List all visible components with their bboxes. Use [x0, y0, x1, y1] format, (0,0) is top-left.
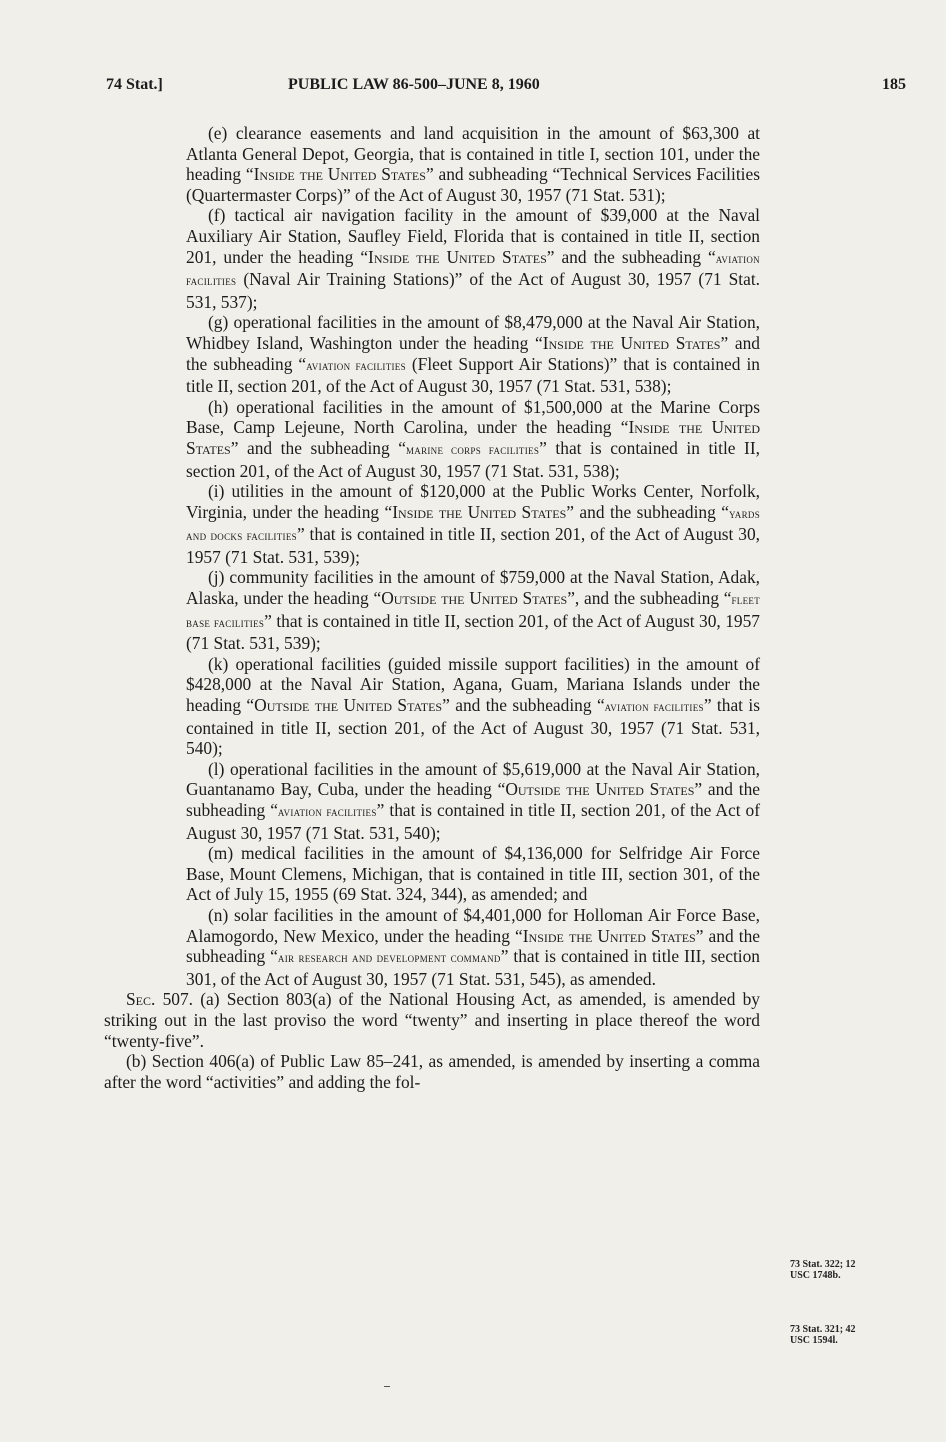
header-title: PUBLIC LAW 86-500–JUNE 8, 1960 [288, 76, 540, 93]
clause-k: (k) operational facilities (guided missile support facilities) in the amount of $428,000 at the Naval Air Station, Agana, Guam, Mariana Islands under the heading “Outside the United States” and the subheading “aviation facilities” that is contained in title II, section 201, of the Act of August 30, 1957 (71 Stat. 531, 540); [186, 653, 760, 759]
page-number: 185 [882, 76, 906, 93]
section-507-a: Sec. 507. (a) Section 803(a) of the National Housing Act, as amended, is amended by striking out in the last proviso the word “twenty” and inserting in place thereof the word “twenty-five”. [104, 989, 760, 1051]
clause-e: (e) clearance easements and land acquisition in the amount of $63,300 at Atlanta General Depot, Georgia, that is contained in title I, section 101, under the heading “Inside the United States” and subheading “Technical Services Facilities (Quartermaster Corps)” of the Act of August 30, 1957 (71 Stat. 531); [186, 123, 760, 205]
clause-j: (j) community facilities in the amount of $759,000 at the Naval Station, Adak, Alaska, under the heading “Outside the United States”, and the subheading “fleet base facilities” that is contained in title II, section 201, of the Act of August 30, 1957 (71 Stat. 531, 539); [186, 567, 760, 654]
section-507-b: (b) Section 406(a) of Public Law 85–241, as amended, is amended by inserting a comma after the word “activities” and adding the fol- [104, 1051, 760, 1092]
clause-i: (i) utilities in the amount of $120,000 at the Public Works Center, Norfolk, Virginia, under the heading “Inside the United States” and the subheading “yards and docks facilities” that is contained in title II, section 201, of the Act of August 30, 1957 (71 Stat. 531, 539); [186, 481, 761, 567]
margin-citation-1: 73 Stat. 322; 12 USC 1748b. [790, 1259, 856, 1281]
body-text [104, 123, 760, 1092]
clause-m: (m) medical facilities in the amount of $4,136,000 for Selfridge Air Force Base, Mount Clemens, Michigan, that is contained in title III, section 301, of the Act of July 15, 1955 (69 Stat. 324, 344), as amended; and [186, 843, 760, 905]
clause-f: (f) tactical air navigation facility in the amount of $39,000 at the Naval Auxiliary Air Station, Saufley Field, Florida that is contained in title II, section 201, under the heading “Inside the United States” and the subheading “aviation facilities (Naval Air Training Stations)” of the Act of August 30, 1957 (71 Stat. 531, 537); [186, 205, 760, 312]
clause-g: (g) operational facilities in the amount of $8,479,000 at the Naval Air Station, Whidbey Island, Washington under the heading “Inside the United States” and the subheading “aviation facilities (Fleet Support Air Stations)” that is contained in title II, section 201, of the Act of August 30, 1957 (71 Stat. 531, 538); [186, 312, 760, 397]
margin-citation-2: 73 Stat. 321; 42 USC 1594l. [790, 1324, 856, 1346]
clause-l: (l) operational facilities in the amount of $5,619,000 at the Naval Air Station, Guantanamo Bay, Cuba, under the heading “Outside the United States” and the subheading “aviation facilities” that is contained in title II, section 201, of the Act of August 30, 1957 (71 Stat. 531, 540); [186, 758, 760, 843]
header-volume: 74 Stat.] [106, 76, 163, 93]
section-label: Sec. 507. [126, 989, 193, 1010]
page-mark [384, 1386, 390, 1387]
running-header [106, 76, 906, 100]
clause-n: (n) solar facilities in the amount of $4,401,000 for Holloman Air Force Base, Alamogordo, New Mexico, under the heading “Inside the United States” and the subheading “air research and development command” that is contained in title III, section 301, of the Act of August 30, 1957 (71 Stat. 531, 545), as amended. [186, 904, 761, 989]
clause-h: (h) operational facilities in the amount of $1,500,000 at the Marine Corps Base, Camp Lejeune, North Carolina, under the heading “Inside the United States” and the subheading “marine corps facilities” that is contained in title II, section 201, of the Act of August 30, 1957 (71 Stat. 531, 538); [186, 396, 760, 481]
